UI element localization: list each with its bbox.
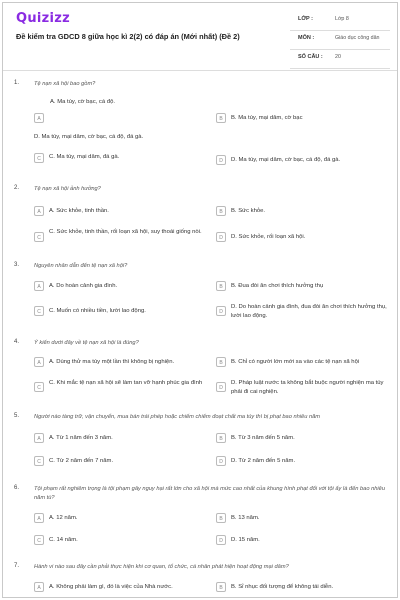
option-d-text[interactable]: D. Pháp luật nước ta không bắt buộc người nghiện ma túy phải đi cai nghiện. (231, 380, 384, 395)
question-number: 1. (14, 80, 20, 86)
option-a-letter[interactable]: A (34, 582, 44, 592)
meta-row-class (290, 12, 390, 31)
option-b-letter[interactable]: B (216, 206, 226, 216)
meta-label: LỚP : (298, 16, 313, 22)
question-text: Người nào tàng trữ, vận chuyển, mua bán trái phép hoặc chiếm chiếm đoạt chất ma túy thì bị phạt bao nhiêu năm (34, 414, 321, 420)
option-a-text[interactable]: A. Sức khỏe, tinh thần. (49, 208, 109, 214)
option-b-letter[interactable]: B (216, 433, 226, 443)
option-a-letter[interactable]: A (34, 281, 44, 291)
worksheet-border (2, 2, 398, 598)
option-b-text[interactable]: B. 13 năm. (231, 515, 260, 521)
question-text: Ý kiến dưới đây về tệ nạn xã hội là đúng? (34, 340, 139, 346)
option-d-letter[interactable]: D (216, 306, 226, 316)
meta-row-count (290, 50, 390, 69)
option-b-text[interactable]: B. Chỉ có người lớn mới sa vào các tệ nạn xã hội (231, 359, 360, 365)
option-c-letter[interactable]: C (34, 306, 44, 316)
option-d-text[interactable]: D. Ma túy, mại dâm, cờ bạc, cá độ, đá gà. (231, 157, 341, 163)
option-d-letter[interactable]: D (216, 382, 226, 392)
option-c-text[interactable]: C. 14 năm. (49, 537, 78, 543)
option-b-letter[interactable]: B (216, 357, 226, 367)
meta-label: MÔN : (298, 35, 315, 41)
option-b-text[interactable]: B. Sức khỏe. (231, 208, 266, 214)
option-a-text[interactable]: A. 12 năm. (49, 515, 78, 521)
option-c-text[interactable]: C. Sức khỏe, tinh thần, rối loạn xã hội, suy thoái giống nòi. (49, 229, 202, 235)
question-number: 6. (14, 485, 20, 491)
option-b-text[interactable]: B. Ma túy, mại dâm, cờ bạc (231, 115, 303, 121)
question-text: Tệ nạn xã hội ảnh hưởng? (34, 186, 101, 192)
option-d-letter[interactable]: D (216, 535, 226, 545)
question-number: 5. (14, 413, 20, 419)
option-a-text[interactable]: A. Từ 1 năm đến 3 năm. (49, 435, 113, 441)
option-d-text[interactable]: D. Do hoàn cảnh gia đình, đua đòi ăn chơi thích hưởng thụ, lười lao động. (231, 304, 387, 319)
question-text: Hành vi nào sau đây cần phải thực hiện khi cơ quan, tổ chức, cá nhân phát hiện hoạt động mại dâm? (34, 564, 289, 570)
option-c-letter[interactable]: C (34, 535, 44, 545)
meta-row-subject (290, 31, 390, 50)
option-b-letter[interactable]: B (216, 513, 226, 523)
question-note: A. Ma túy, cờ bạc, cá độ. (50, 99, 115, 105)
quizizz-logo: Quizizz (16, 11, 71, 26)
option-a-text[interactable]: A. Dùng thử ma túy một lần thì không bị nghiện. (49, 359, 175, 365)
option-d-letter[interactable]: D (216, 232, 226, 242)
question-number: 2. (14, 185, 20, 191)
header-divider (3, 70, 397, 71)
option-b-text[interactable]: B. Sỉ nhục đối tượng để không tái diễn. (231, 584, 334, 590)
option-b-letter[interactable]: B (216, 582, 226, 592)
option-a-text[interactable]: A. Do hoàn cảnh gia đình. (49, 283, 118, 289)
meta-value: 20 (335, 54, 341, 60)
option-d-text[interactable]: D. Từ 2 năm đến 5 năm. (231, 458, 296, 464)
option-a-letter[interactable]: A (34, 357, 44, 367)
worksheet-title: Đề kiểm tra GDCD 8 giữa học kì 2(2) có đáp án (Mới nhất) (Đề 2) (16, 32, 240, 41)
question-text: Tội phạm rất nghiêm trọng là tội phạm gây nguy hại rất lớn cho xã hội mà mức cao nhất của khung hình phạt đối với tội ấy là đến bao nhiêu năm tù? (34, 486, 385, 501)
question-number: 4. (14, 339, 20, 345)
question-number: 3. (14, 262, 20, 268)
option-a-letter[interactable]: A (34, 433, 44, 443)
option-c-text[interactable]: C. Muốn có nhiều tiền, lười lao động. (49, 308, 146, 314)
option-c-text[interactable]: C. Khi mắc tệ nạn xã hội sẽ làm tan vỡ hạnh phúc gia đình (49, 380, 203, 386)
option-b-text[interactable]: B. Đua đòi ăn chơi thích hưởng thụ (231, 283, 324, 289)
meta-value: Giáo dục công dân (335, 35, 380, 41)
question-text: Nguyên nhân dẫn đến tệ nạn xã hội? (34, 263, 128, 269)
option-c-letter[interactable]: C (34, 382, 44, 392)
option-c-letter[interactable]: C (34, 456, 44, 466)
meta-panel (290, 12, 390, 69)
option-b-letter[interactable]: B (216, 113, 226, 123)
option-d-letter[interactable]: D (216, 456, 226, 466)
option-b-text[interactable]: B. Từ 3 năm đến 5 năm. (231, 435, 295, 441)
meta-label: SỐ CÂU : (298, 54, 323, 60)
question-text: Tệ nạn xã hội bao gồm? (34, 81, 96, 87)
option-c-letter[interactable]: C (34, 153, 44, 163)
option-c-text[interactable]: C. Ma túy, mại dâm, đá gà. (49, 154, 120, 160)
option-a-text[interactable]: A. Không phải làm gì, đó là việc của Nhà nước. (49, 584, 173, 590)
meta-value: Lớp 8 (335, 16, 349, 22)
question-number: 7. (14, 563, 20, 569)
option-a-letter[interactable]: A (34, 113, 44, 123)
question-note: D. Ma túy, mại dâm, cờ bạc, cá độ, đá gà. (34, 134, 144, 140)
option-c-letter[interactable]: C (34, 232, 44, 242)
option-d-letter[interactable]: D (216, 155, 226, 165)
option-d-text[interactable]: D. 15 năm. (231, 537, 260, 543)
option-c-text[interactable]: C. Từ 2 năm đến 7 năm. (49, 458, 114, 464)
option-b-letter[interactable]: B (216, 281, 226, 291)
option-a-letter[interactable]: A (34, 206, 44, 216)
option-a-letter[interactable]: A (34, 513, 44, 523)
option-d-text[interactable]: D. Sức khỏe, rối loạn xã hội. (231, 234, 306, 240)
